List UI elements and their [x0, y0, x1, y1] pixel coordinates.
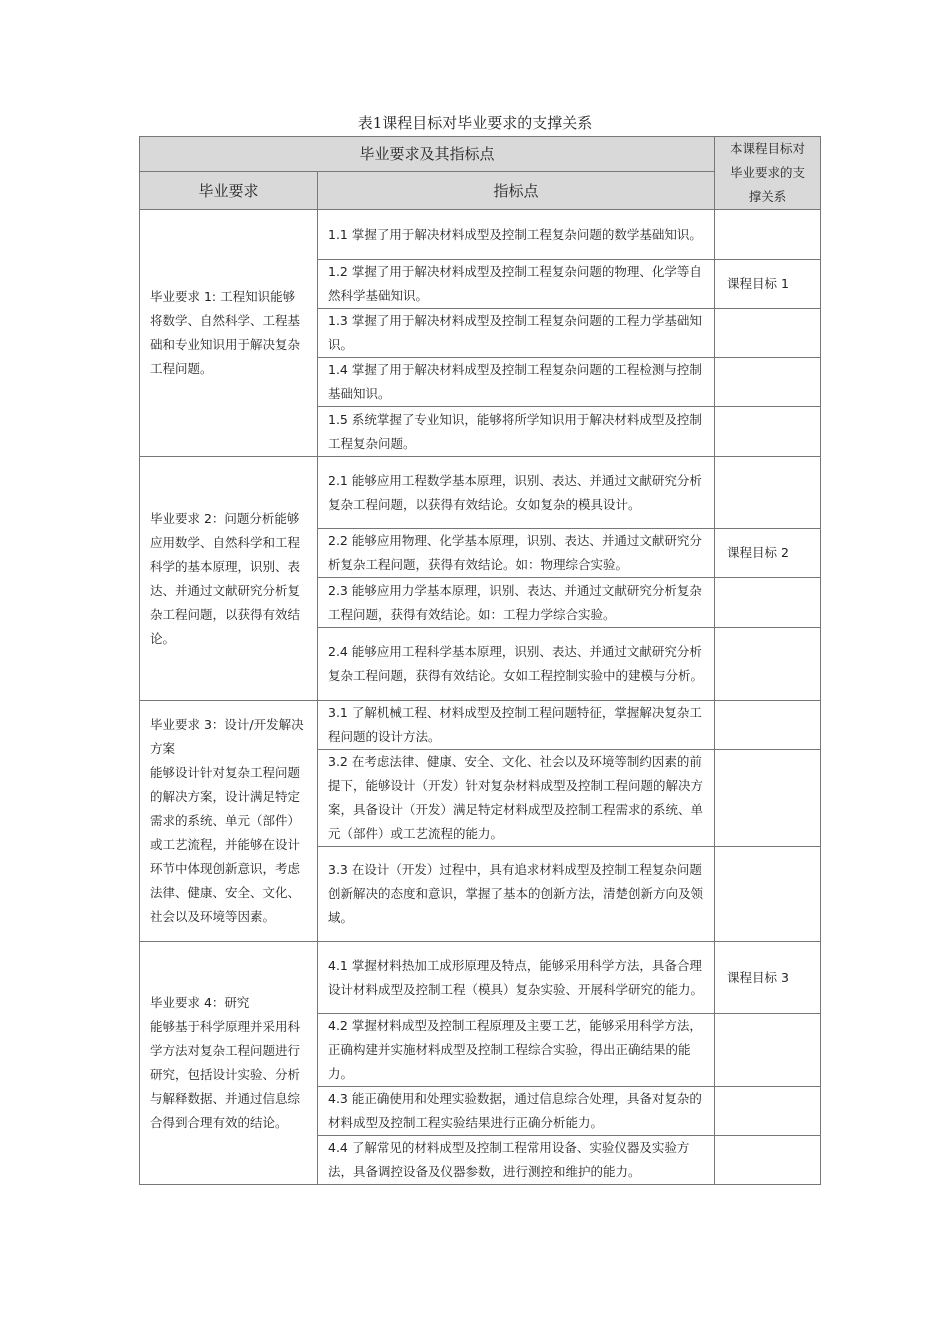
course-goal-cell — [715, 407, 821, 457]
course-goal-cell — [715, 847, 821, 942]
indicator-cell: 1.3 掌握了用于解决材料成型及控制工程复杂问题的工程力学基础知识。 — [318, 309, 715, 358]
table-caption: 表1课程目标对毕业要求的支撑关系 — [357, 114, 593, 132]
course-goal-cell — [715, 457, 821, 529]
indicator-cell: 4.3 能正确使用和处理实验数据，通过信息综合处理，具备对复杂的材料成型及控制工程实验结果进行正确分析能力。 — [318, 1087, 715, 1136]
indicator-cell: 1.1 掌握了用于解决材料成型及控制工程复杂问题的数学基础知识。 — [318, 210, 715, 260]
course-goal-cell — [715, 358, 821, 407]
indicator-cell: 1.4 掌握了用于解决材料成型及控制工程复杂问题的工程检测与控制基础知识。 — [318, 358, 715, 407]
requirement-text: 毕业要求 1: 工程知识能够将数学、自然科学、工程基础和专业知识用于解决复杂工程问题。 — [150, 289, 301, 376]
course-goal-cell — [715, 578, 821, 628]
indicator-cell: 1.5 系统掌握了专业知识，能够将所学知识用于解决材料成型及控制工程复杂问题。 — [318, 407, 715, 457]
course-goal-cell: 课程目标 3 — [715, 942, 821, 1014]
indicator-cell: 2.1 能够应用工程数学基本原理，识别、表达、并通过文献研究分析复杂工程问题，以获得有效结论。女如复杂的模具设计。 — [318, 457, 715, 529]
header-support: 本课程目标对毕业要求的支撑关系 — [715, 137, 821, 210]
table-row — [140, 701, 821, 750]
header-requirement: 毕业要求 — [140, 172, 318, 210]
table-row — [140, 942, 821, 1014]
requirement-cell — [140, 701, 318, 942]
indicator-cell: 4.2 掌握材料成型及控制工程原理及主要工艺，能够采用科学方法，正确构建并实施材料成型及控制工程综合实验，得出正确结果的能力。 — [318, 1014, 715, 1087]
requirement-text: 能够设计针对复杂工程问题的解决方案，设计满足特定需求的系统、单元（部件）或工艺流程，并能够在设计环节中体现创新意识，考虑法律、健康、安全、文化、社会以及环境等因素。 — [150, 765, 301, 924]
support-table — [139, 136, 821, 1185]
indicator-cell: 2.4 能够应用工程科学基本原理，识别、表达、并通过文献研究分析复杂工程问题，获得有效结论。女如工程控制实验中的建模与分析。 — [318, 628, 715, 701]
course-goal-cell — [715, 701, 821, 750]
header-group: 毕业要求及其指标点 — [140, 137, 715, 172]
indicator-cell: 3.3 在设计（开发）过程中，具有追求材料成型及控制工程复杂问题创新解决的态度和意识，掌握了基本的创新方法，清楚创新方向及领域。 — [318, 847, 715, 942]
course-goal-cell — [715, 1087, 821, 1136]
indicator-cell: 3.1 了解机械工程、材料成型及控制工程问题特征，掌握解决复杂工程问题的设计方法。 — [318, 701, 715, 750]
course-goal-cell — [715, 1136, 821, 1185]
requirement-cell — [140, 942, 318, 1185]
indicator-cell: 2.2 能够应用物理、化学基本原理，识别、表达、并通过文献研究分析复杂工程问题，获得有效结论。如：物理综合实验。 — [318, 529, 715, 578]
course-goal-cell: 课程目标 2 — [715, 529, 821, 578]
requirement-cell — [140, 457, 318, 701]
course-goal-cell — [715, 628, 821, 701]
table-row — [140, 457, 821, 529]
requirement-text: 毕业要求 2：问题分析能够应用数学、自然科学和工程科学的基本原理，识别、表达、并通过文献研究分析复杂工程问题，以获得有效结论。 — [150, 510, 301, 646]
requirement-title: 毕业要求 4：研究 — [150, 995, 250, 1010]
course-goal-cell — [715, 1014, 821, 1087]
indicator-cell: 1.2 掌握了用于解决材料成型及控制工程复杂问题的物理、化学等自然科学基础知识。 — [318, 260, 715, 309]
course-goal-cell: 课程目标 1 — [715, 260, 821, 309]
requirement-cell — [140, 210, 318, 457]
course-goal-cell — [715, 309, 821, 358]
indicator-cell: 4.4 了解常见的材料成型及控制工程常用设备、实验仪器及实验方法，具备调控设备及仪器参数，进行测控和维护的能力。 — [318, 1136, 715, 1185]
course-goal-cell — [715, 750, 821, 847]
course-goal-cell — [715, 210, 821, 260]
requirement-title: 毕业要求 3：设计/开发解决方案 — [150, 717, 304, 756]
indicator-cell: 2.3 能够应用力学基本原理，识别、表达、并通过文献研究分析复杂工程问题，获得有效结论。如：工程力学综合实验。 — [318, 578, 715, 628]
header-indicator: 指标点 — [318, 172, 715, 210]
requirement-text: 能够基于科学原理并采用科学方法对复杂工程问题进行研究，包括设计实验、分析与解释数据、并通过信息综合得到合理有效的结论。 — [150, 1019, 301, 1130]
indicator-cell: 3.2 在考虑法律、健康、安全、文化、社会以及环境等制约因素的前提下，能够设计（开发）针对复杂材料成型及控制工程问题的解决方案，具备设计（开发）满足特定材料成型及控制工程需求的系统、单元（部件）或工艺流程的能力。 — [318, 750, 715, 847]
table-row — [140, 210, 821, 260]
indicator-cell: 4.1 掌握材料热加工成形原理及特点，能够采用科学方法，具备合理设计材料成型及控制工程（模具）复杂实验、开展科学研究的能力。 — [318, 942, 715, 1014]
